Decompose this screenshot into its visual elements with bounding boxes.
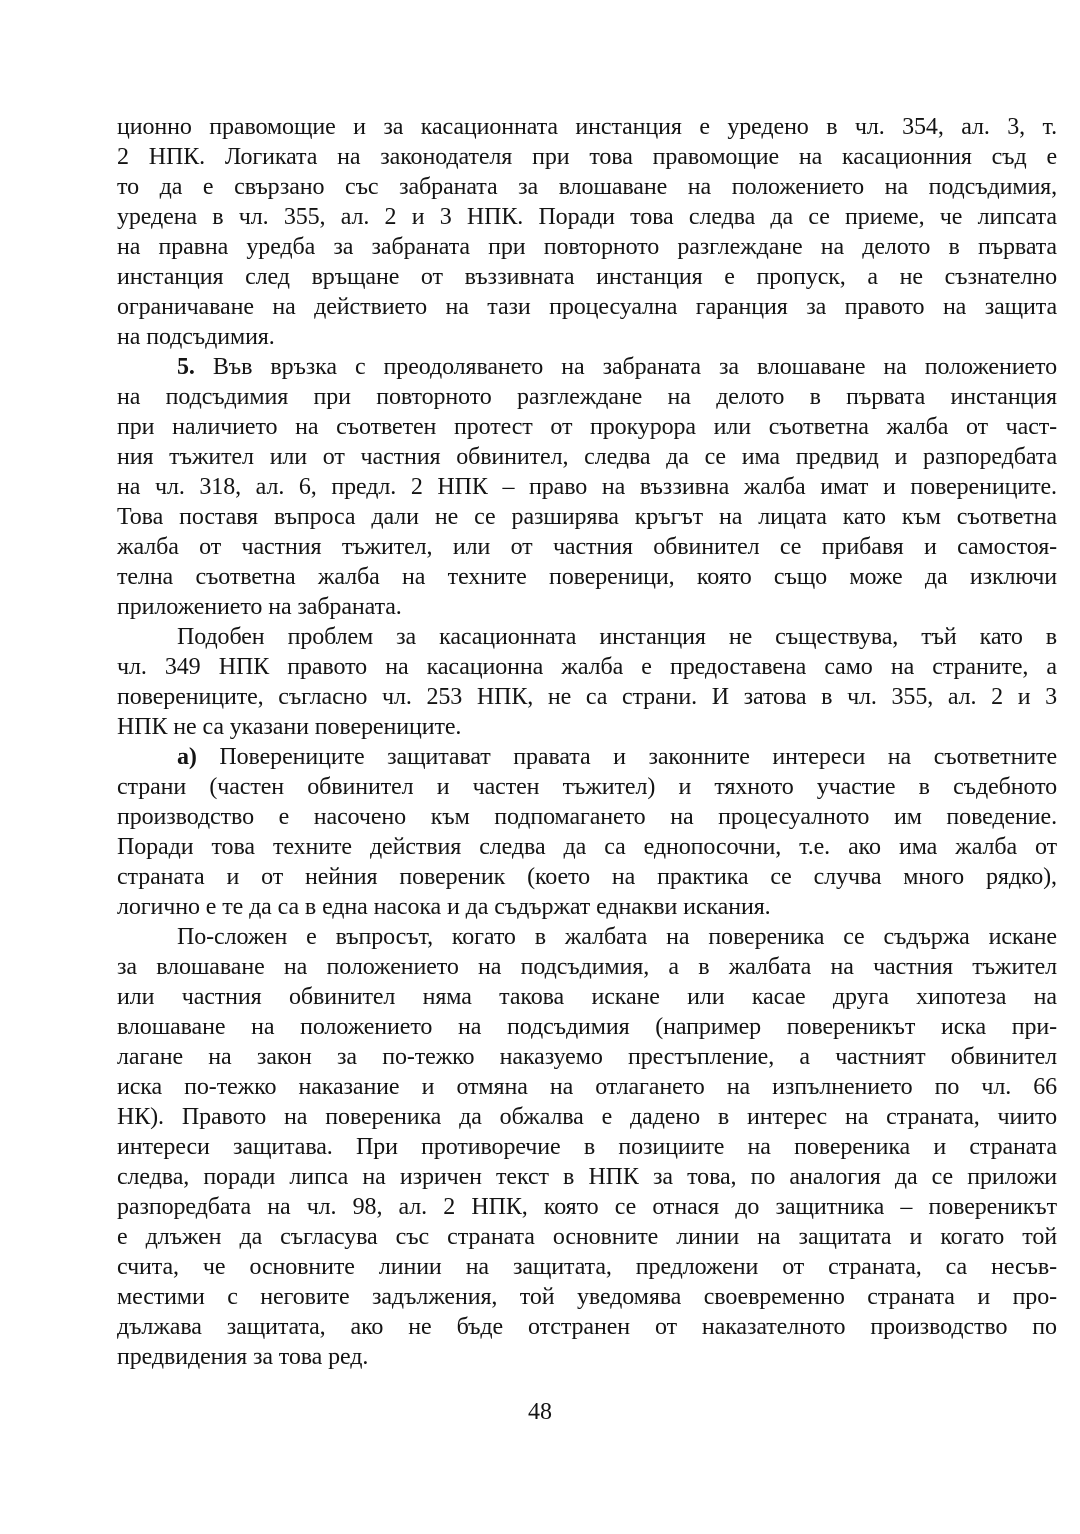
text-line	[117, 172, 1057, 202]
text-line	[117, 1342, 1057, 1372]
text-line-content: при наличието на съответен протест от прокурора или съответна жалба от част-	[117, 414, 1058, 440]
text-line	[117, 502, 1057, 532]
text-line	[117, 532, 1057, 562]
text-line-content: или частния обвинител няма такова искане или касае друга хипотеза на	[117, 984, 1057, 1010]
paragraph	[117, 112, 1057, 352]
text-line-content: за влошаване на положението на подсъдимия, а в жалбата на частния тъжител	[117, 954, 1058, 980]
text-line-content: логично е те да са в една насока и да съдържат еднакви искания.	[117, 894, 771, 920]
text-line	[177, 622, 1057, 652]
text-line	[117, 142, 1057, 172]
paragraph	[117, 352, 1057, 622]
text-line-content: влошаване на положението на подсъдимия (например повереникът иска при-	[117, 1014, 1057, 1040]
text-line	[117, 112, 1057, 142]
text-line-content: на чл. 318, ал. 6, предл. 2 НПК – право на въззивна жалба имат и поверениците.	[117, 474, 1057, 500]
text-line	[117, 1042, 1057, 1072]
text-line-content: то да е свързано със забраната за влошаване на положението на подсъдимия,	[117, 174, 1058, 200]
text-line-content: инстанция след връщане от въззивната инстанция е пропуск, а не съзнателно	[117, 264, 1057, 290]
text-line-content: поверениците, съгласно чл. 253 НПК, не са страни. И затова в чл. 355, ал. 2 и 3	[117, 684, 1058, 710]
text-line	[117, 202, 1057, 232]
text-line	[117, 1012, 1057, 1042]
text-line-content: предвидения за това ред.	[117, 1344, 369, 1370]
page-number: 48	[528, 1399, 552, 1425]
text-line-content: Поради това техните действия следва да са еднопосочни, т.е. ако има жалба от	[117, 834, 1058, 860]
text-line	[117, 1252, 1057, 1282]
text-line-content: интереси защитава. При противоречие в позициите на повереника и страната	[117, 1134, 1057, 1160]
text-line	[117, 262, 1057, 292]
text-line-content: Това поставя въпроса дали не се разширява кръгът на лицата като към съответна	[117, 504, 1057, 530]
text-line-content: жалба от частния тъжител, или от частния обвинител се прибавя и самостоя-	[117, 534, 1058, 560]
text-line-content: ния тъжител или от частния обвинител, следва да се има предвид и разпоредбата	[117, 444, 1058, 470]
text-line-content: 5. Във връзка с преодоляването на забраната за влошаване на положението	[177, 354, 1057, 380]
text-line	[117, 832, 1057, 862]
text-line	[117, 1072, 1057, 1102]
text-line	[117, 862, 1057, 892]
text-line	[117, 1192, 1057, 1222]
paragraph	[117, 922, 1057, 1372]
text-line	[117, 892, 1057, 922]
text-line	[117, 1222, 1057, 1252]
text-line-content: е длъжен да съгласува със страната основните линии на защитата и когато той	[117, 1224, 1057, 1250]
text-line	[117, 1282, 1057, 1312]
text-line	[117, 802, 1057, 832]
text-line-content: на подсъдимия при повторното разглеждане на делото в първата инстанция	[117, 384, 1057, 410]
text-line-content: 2 НПК. Логиката на законодателя при това правомощие на касационния съд е	[117, 144, 1058, 170]
paragraph-marker: 5.	[177, 354, 195, 380]
text-line	[117, 292, 1057, 322]
text-line-content: следва, поради липса на изричен текст в НПК за това, по аналогия да се приложи	[117, 1164, 1058, 1190]
text-line	[117, 982, 1057, 1012]
text-line	[117, 1162, 1057, 1192]
text-line-content: По-сложен е въпросът, когато в жалбата на повереника се съдържа искане	[177, 924, 1057, 950]
text-line	[117, 1132, 1057, 1162]
text-line	[117, 232, 1057, 262]
text-line-content: на подсъдимия.	[117, 324, 275, 350]
text-line-content: чл. 349 НПК правото на касационна жалба е предоставена само на страните, а	[117, 654, 1057, 680]
text-line	[117, 562, 1057, 592]
text-line-content: на правна уредба за забраната при повторното разглеждане на делото в първата	[117, 234, 1057, 260]
text-line	[177, 742, 1057, 772]
text-line-content: НПК не са указани поверениците.	[117, 714, 462, 740]
text-line-content: НК). Правото на повереника да обжалва е дадено в интерес на страната, чиито	[117, 1104, 1057, 1130]
text-line-content: телна съответна жалба на техните повереници, която също може да изключи	[117, 564, 1058, 590]
paragraph-marker: а)	[177, 744, 197, 770]
text-line-content: уредена в чл. 355, ал. 2 и 3 НПК. Поради това следва да се приеме, че липсата	[117, 204, 1057, 230]
text-line	[117, 772, 1057, 802]
text-line-content: дължава защитата, ако не бъде отстранен от наказателното производство по	[117, 1314, 1057, 1340]
text-line	[117, 952, 1057, 982]
text-line-content: Подобен проблем за касационната инстанция не съществува, тъй като в	[177, 624, 1058, 650]
text-line	[117, 652, 1057, 682]
text-line-content: разпоредбата на чл. 98, ал. 2 НПК, която се отнася до защитника – повереникът	[117, 1194, 1057, 1220]
text-line	[117, 382, 1057, 412]
text-line-content: иска по-тежко наказание и отмяна на отлагането на изпълнението по чл. 66	[117, 1074, 1058, 1100]
text-line-content: ционно правомощие и за касационната инстанция е уредено в чл. 354, ал. 3, т.	[117, 114, 1057, 140]
text-line	[117, 442, 1057, 472]
text-line-content: лагане на закон за по-тежко наказуемо престъпление, а частният обвинител	[117, 1044, 1058, 1070]
paragraph	[117, 742, 1057, 922]
text-line-content: страната и от нейния повереник (което на практика се случва много рядко),	[117, 864, 1057, 890]
text-line	[117, 1312, 1057, 1342]
text-line	[117, 592, 1057, 622]
text-line	[177, 352, 1057, 382]
text-line-content: страни (частен обвинител и частен тъжител) и тяхното участие в съдебното	[117, 774, 1058, 800]
page-text	[117, 112, 1057, 1372]
paragraph	[117, 622, 1057, 742]
text-line	[177, 922, 1057, 952]
text-line	[117, 322, 1057, 352]
text-line	[117, 412, 1057, 442]
text-line-content: местими с неговите задължения, той уведомява своевременно страната и про-	[117, 1284, 1058, 1310]
text-line-content: ограничаване на действието на тази процесуална гаранция за правото на защита	[117, 294, 1058, 320]
text-line	[117, 682, 1057, 712]
text-line	[117, 712, 1057, 742]
text-line	[117, 472, 1057, 502]
text-line-content: а) Поверениците защитават правата и законните интереси на съответните	[177, 744, 1057, 770]
text-line-content: приложението на забраната.	[117, 594, 402, 620]
text-line	[117, 1102, 1057, 1132]
text-line-content: счита, че основните линии на защитата, предложени от страната, са несъв-	[117, 1254, 1057, 1280]
text-line-content: производство е насочено към подпомагането на процесуалното им поведение.	[117, 804, 1057, 830]
